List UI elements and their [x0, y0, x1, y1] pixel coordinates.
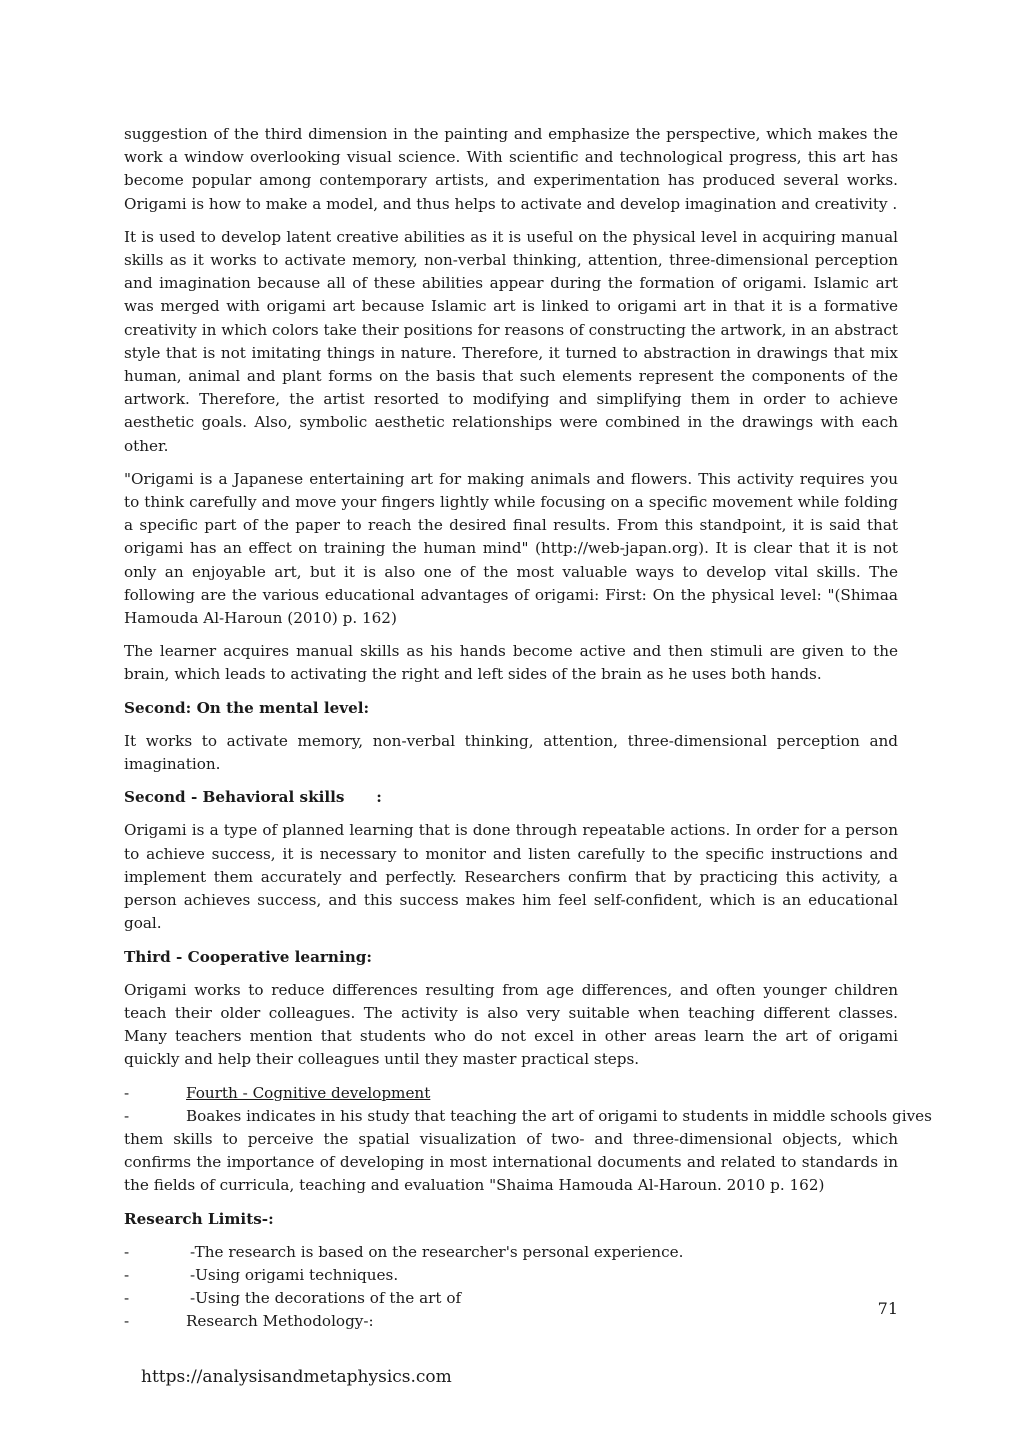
- list-item-text: Research Methodology-:: [186, 1312, 374, 1331]
- paragraph-boakes-continuation: them skills to perceive the spatial visualization of two- and three-dimensional objects, which confirms the importance of developing in most international documents and related to standards in the fields of curricula, teaching and evaluation "Shaima Hamouda Al-Haroun. 2010 p. 162): [124, 1129, 898, 1195]
- list-dash: -: [124, 1083, 130, 1102]
- list-item: [124, 1287, 898, 1310]
- list-dash: -: [124, 1289, 130, 1308]
- heading-cooperative-learning: Third - Cooperative learning:: [124, 947, 372, 966]
- page-number: 71: [877, 1299, 898, 1318]
- subheading-cognitive-development: Fourth - Cognitive development: [186, 1083, 431, 1102]
- list-dash: -: [124, 1106, 130, 1125]
- paragraph-manual-skills: The learner acquires manual skills as his hands become active and then stimuli are given to the brain, which leads to activating the right and left sides of the brain as he uses both hands.: [124, 642, 898, 684]
- list-dash: -: [124, 1242, 130, 1261]
- heading-mental-level: Second: On the mental level:: [124, 698, 370, 717]
- page-body: [124, 123, 932, 1334]
- list-item-text: -The research is based on the researcher's personal experience.: [190, 1242, 684, 1261]
- list-dash: -: [124, 1265, 130, 1284]
- list-item-text: -Using the decorations of the art of: [190, 1289, 462, 1308]
- list-item-text: -Using origami techniques.: [190, 1265, 399, 1284]
- paragraph-mental-level: It works to activate memory, non-verbal thinking, attention, three-dimensional perception and imagination.: [124, 731, 898, 774]
- list-item: [124, 1241, 898, 1264]
- boakes-first-line: Boakes indicates in his study that teaching the art of origami to students in middle schools gives: [186, 1106, 932, 1125]
- list-item: [124, 1310, 898, 1333]
- list-item-boakes: [124, 1105, 932, 1128]
- paragraph-cooperative-learning: Origami works to reduce differences resulting from age differences, and often younger children teach their older colleagues. The activity is also very suitable when teaching different classes. Many teachers mention that students who do not excel in other areas learn the art of origami quickly and help their colleagues until they master practical steps.: [124, 980, 898, 1069]
- paragraph-creative-abilities: It is used to develop latent creative abilities as it is useful on the physical level in acquiring manual skills as it works to activate memory, non-verbal thinking, attention, three-dimensional perception and imagination because all of these abilities appear during the formation of origami. Islamic art was merged with origami art because Islamic art is linked to origami art in that it is a formative creativity in which colors take their positions for reasons of constructing the artwork, in an abstract style that is not imitating things in nature. Therefore, it turned to abstraction in drawings that mix human, animal and plant forms on the basis that such elements represent the components of the artwork. Therefore, the artist resorted to modifying and simplifying them in order to achieve aesthetic goals. Also, symbolic aesthetic relationships were combined in the drawings with each other.: [124, 227, 898, 455]
- paragraph-origami-definition: "Origami is a Japanese entertaining art for making animals and flowers. This activity requires you to think carefully and move your fingers lightly while focusing on a specific movement while folding a specific part of the paper to reach the desired final results. From this standpoint, it is said that origami has an effect on training the human mind" (http://web-japan.org). It is clear that it is not only an enjoyable art, but it is also one of the most valuable ways to develop vital skills. The following are the various educational advantages of origami: First: On the physical level: "(Shimaa Hamouda Al-Haroun (2010) p. 162): [124, 469, 898, 628]
- heading-behavioral-skills: Second - Behavioral skills :: [124, 788, 382, 807]
- paragraph-perspective: suggestion of the third dimension in the painting and emphasize the perspective, which makes the work a window overlooking visual science. With scientific and technological progress, this art has become popular among contemporary artists, and experimentation has produced several works. Origami is how to make a model, and thus helps to activate and develop imagination and creativity .: [124, 125, 898, 213]
- list-dash: -: [124, 1312, 130, 1331]
- paragraph-behavioral-skills: Origami is a type of planned learning that is done through repeatable actions. In order for a person to achieve success, it is necessary to monitor and listen carefully to the specific instructions and implement them accurately and perfectly. Researchers confirm that by practicing this activity, a person achieves success, and this success makes him feel self-confident, which is an educational goal.: [124, 821, 898, 933]
- list-item: [124, 1264, 898, 1287]
- list-item-cognitive-development: [124, 1082, 898, 1105]
- heading-research-limits: Research Limits-:: [124, 1209, 274, 1228]
- footer-url[interactable]: https://analysisandmetaphysics.com: [141, 1367, 452, 1387]
